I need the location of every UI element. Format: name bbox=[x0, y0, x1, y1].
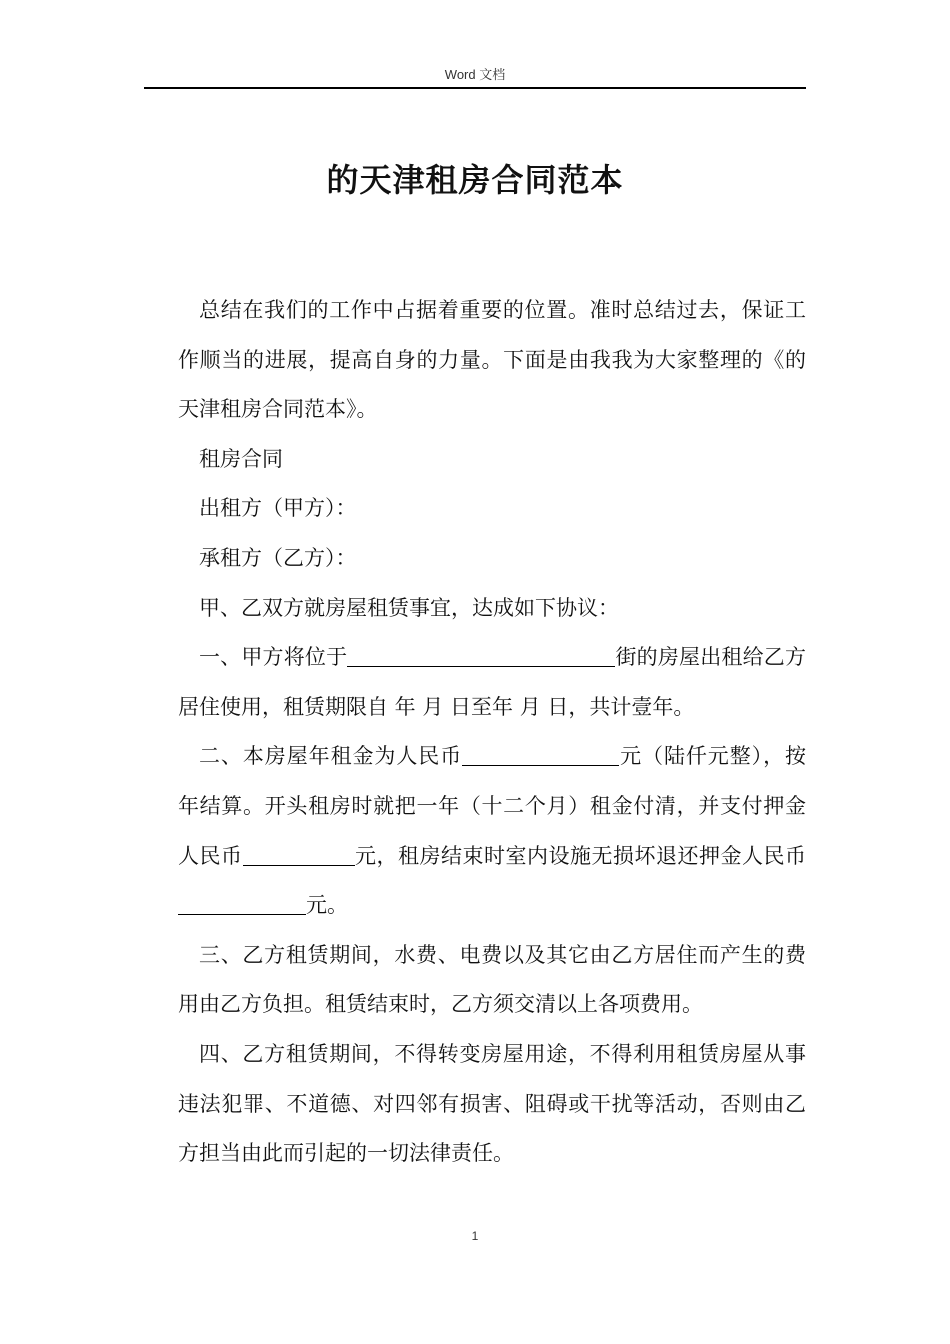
clause-4: 四、乙方租赁期间，不得转变房屋用途，不得利用租赁房屋从事违法犯罪、不道德、对四邻有损害、阻碍或干扰等活动，否则由乙方担当由此而引起的一切法律责任。 bbox=[178, 1041, 806, 1166]
clause-1-text-a: 一、甲方将位于 bbox=[199, 645, 348, 670]
deposit-blank bbox=[243, 841, 355, 866]
page-number: 1 bbox=[471, 1229, 479, 1243]
address-blank bbox=[347, 642, 615, 667]
intro-paragraph: 总结在我们的工作中占据着重要的位置。准时总结过去，保证工作顺当的进展，提高自身的力量。下面是由我我为大家整理的《的天津租房合同范本》。 bbox=[178, 298, 806, 422]
clause-1 bbox=[178, 633, 806, 732]
document-body bbox=[178, 286, 806, 1179]
clause-3: 三、乙方租赁期间，水费、电费以及其它由乙方居住而产生的费用由乙方负担。租赁结束时，乙方须交清以上各项费用。 bbox=[178, 942, 806, 1017]
lessee-line: 承租方（乙方）： bbox=[199, 545, 357, 570]
contract-heading: 租房合同 bbox=[199, 446, 283, 471]
clause-2-text-a: 二、本房屋年租金为人民币 bbox=[199, 744, 463, 769]
clause-2-text-c: 元，租房结束时室内设施无损坏退还押金人民币 bbox=[354, 843, 806, 868]
clause-2-text-d: 元。 bbox=[306, 893, 348, 918]
document-title: 的天津租房合同范本 bbox=[326, 161, 624, 199]
deposit-refund-blank bbox=[178, 890, 306, 915]
clause-2 bbox=[178, 732, 806, 930]
clause-2-text-b: 元（陆仟元整），按年结算。开头租房时就把一年（十二个月）租金付清，并支付押金人民币 bbox=[178, 744, 807, 868]
annual-rent-blank bbox=[462, 741, 619, 766]
page-header: Word 文档 bbox=[444, 67, 506, 82]
header-divider bbox=[144, 87, 806, 89]
lessor-line: 出租方（甲方）： bbox=[199, 496, 357, 521]
clause-1-text-b: 街的房屋出租给乙方居住使用，租赁期限自 年 月 日至年 月 日，共计壹年。 bbox=[178, 645, 806, 719]
agreement-intro: 甲、乙双方就房屋租赁事宜，达成如下协议： bbox=[199, 595, 619, 620]
